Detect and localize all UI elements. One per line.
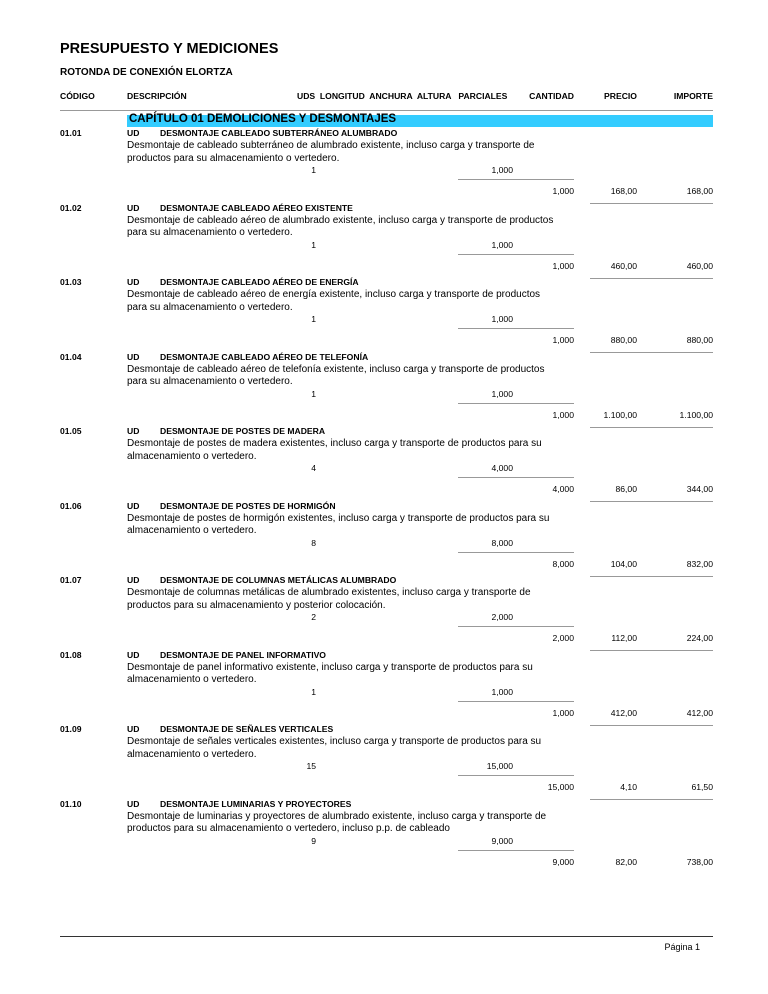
- item-description: Desmontaje de cableado aéreo de energía existente, incluso carga y transporte de productos para su almacenamiento o vertedero.: [127, 289, 541, 313]
- item-amount: 344,00: [686, 484, 713, 494]
- item-amount: 460,00: [686, 260, 713, 271]
- item-description: Desmontaje de señales verticales existentes, incluso carga y transporte de productos para su almacenamiento o vertedero.: [127, 736, 542, 760]
- item-parcial: 4,000: [491, 463, 513, 473]
- total-rule: [590, 799, 713, 800]
- item-description: Desmontaje de postes de madera existentes, incluso carga y transporte de productos para su almacenamiento o vertedero.: [127, 438, 542, 462]
- item-price: 86,00: [615, 484, 637, 494]
- item-name: DESMONTAJE CABLEADO AÉREO DE ENERGÍA: [160, 277, 359, 287]
- item-quantity: 2,000: [552, 633, 574, 643]
- item-quantity: 9,000: [552, 856, 574, 867]
- item-price: 82,00: [615, 856, 637, 867]
- item-description: Desmontaje de cableado aéreo de alumbrado existente, incluso carga y transporte de productos para su almacenamiento o vertedero.: [127, 214, 554, 238]
- item-parcial: 9,000: [491, 835, 513, 846]
- item-parcial: 15,000: [486, 761, 513, 771]
- header-amount: IMPORTE: [673, 91, 713, 101]
- item-parcial: 1,000: [491, 239, 513, 250]
- item-code: 01.04: [60, 351, 82, 362]
- total-rule: [590, 427, 713, 428]
- item-code: 01.10: [60, 798, 82, 809]
- partial-rule: [458, 477, 574, 478]
- item-quantity: 1,000: [552, 335, 574, 345]
- item-name: DESMONTAJE CABLEADO AÉREO DE TELEFONÍA: [160, 351, 369, 362]
- item-name: DESMONTAJE CABLEADO SUBTERRÁNEO ALUMBRADO: [160, 128, 398, 138]
- item-description: Desmontaje de cableado aéreo de telefonía existente, incluso carga y transporte de productos para su almacenamiento o vertedero.: [127, 363, 545, 387]
- item-parcial: 8,000: [491, 537, 513, 548]
- header-description: DESCRIPCIÓN: [127, 91, 187, 101]
- item-code: 01.06: [60, 500, 82, 511]
- item-quantity: 8,000: [552, 558, 574, 569]
- partial-rule: [458, 850, 574, 851]
- item-code: 01.09: [60, 724, 82, 734]
- total-rule: [590, 725, 713, 726]
- page-number: Página 1: [664, 942, 700, 952]
- item-unit: UD: [127, 128, 140, 138]
- item-code: 01.01: [60, 128, 82, 138]
- partial-rule: [458, 552, 574, 553]
- item-name: DESMONTAJE CABLEADO AÉREO EXISTENTE: [160, 202, 353, 213]
- item-price: 104,00: [610, 558, 637, 569]
- item-price: 1.100,00: [603, 409, 637, 420]
- item-code: 01.08: [60, 649, 82, 660]
- footer-divider: [60, 936, 713, 937]
- item-uds: 1: [311, 239, 316, 250]
- item-price: 4,10: [620, 782, 637, 792]
- item-description: Desmontaje de cableado subterráneo de alumbrado existente, incluso carga y transporte de productos para su almacenamiento o vertedero.: [127, 140, 535, 164]
- item-uds: 4: [311, 463, 316, 473]
- total-rule: [590, 352, 713, 353]
- item-unit: UD: [127, 724, 140, 734]
- item-uds: 8: [311, 537, 316, 548]
- item-price: 412,00: [610, 707, 637, 718]
- total-rule: [590, 576, 713, 577]
- item-name: DESMONTAJE DE PANEL INFORMATIVO: [160, 649, 326, 660]
- partial-rule: [458, 328, 574, 329]
- header-code: CÓDIGO: [60, 91, 95, 101]
- partial-rule: [458, 701, 574, 702]
- item-uds: 1: [311, 165, 316, 175]
- item-price: 880,00: [610, 335, 637, 345]
- page-title: PRESUPUESTO Y MEDICIONES: [60, 41, 279, 57]
- item-unit: UD: [127, 202, 140, 213]
- item-uds: 9: [311, 835, 316, 846]
- partial-rule: [458, 626, 574, 627]
- item-amount: 880,00: [686, 335, 713, 345]
- item-unit: UD: [127, 500, 140, 511]
- item-amount: 224,00: [686, 633, 713, 643]
- item-description: Desmontaje de luminarias y proyectores de alumbrado existente, incluso carga y transporte de productos para su almacenamiento o vertedero, incluso p.p. de cableado: [127, 810, 547, 834]
- item-parcial: 1,000: [491, 388, 513, 399]
- item-name: DESMONTAJE DE SEÑALES VERTICALES: [160, 724, 334, 734]
- header-quantity: CANTIDAD: [529, 91, 574, 101]
- item-code: 01.05: [60, 426, 82, 436]
- partial-rule: [458, 403, 574, 404]
- item-quantity: 1,000: [552, 707, 574, 718]
- item-code: 01.03: [60, 277, 82, 287]
- header-price: PRECIO: [604, 91, 637, 101]
- item-name: DESMONTAJE DE POSTES DE MADERA: [160, 426, 326, 436]
- item-code: 01.02: [60, 202, 82, 213]
- item-uds: 15: [306, 761, 316, 771]
- item-amount: 738,00: [686, 856, 713, 867]
- item-unit: UD: [127, 649, 140, 660]
- item-uds: 1: [311, 388, 316, 399]
- item-amount: 1.100,00: [679, 409, 713, 420]
- header-divider: [60, 110, 713, 111]
- item-price: 168,00: [610, 186, 637, 196]
- total-rule: [590, 501, 713, 502]
- item-quantity: 4,000: [552, 484, 574, 494]
- item-amount: 168,00: [686, 186, 713, 196]
- chapter-title: CAPÍTULO 01 DEMOLICIONES Y DESMONTAJES: [129, 113, 397, 125]
- item-parcial: 1,000: [491, 686, 513, 697]
- item-parcial: 1,000: [491, 165, 513, 175]
- item-uds: 2: [311, 612, 316, 622]
- item-quantity: 1,000: [552, 186, 574, 196]
- item-name: DESMONTAJE DE COLUMNAS METÁLICAS ALUMBRADO: [160, 575, 397, 585]
- item-unit: UD: [127, 351, 140, 362]
- item-name: DESMONTAJE LUMINARIAS Y PROYECTORES: [160, 798, 352, 809]
- item-unit: UD: [127, 277, 140, 287]
- partial-rule: [458, 254, 574, 255]
- item-unit: UD: [127, 426, 140, 436]
- item-price: 460,00: [610, 260, 637, 271]
- item-parcial: 1,000: [491, 314, 513, 324]
- total-rule: [590, 278, 713, 279]
- item-price: 112,00: [611, 633, 637, 643]
- item-quantity: 1,000: [552, 260, 574, 271]
- partial-rule: [458, 775, 574, 776]
- item-amount: 412,00: [686, 707, 713, 718]
- item-quantity: 15,000: [547, 782, 574, 792]
- header-measures: UDS LONGITUD ANCHURA ALTURA PARCIALES: [297, 91, 508, 101]
- item-name: DESMONTAJE DE POSTES DE HORMIGÓN: [160, 500, 336, 511]
- item-quantity: 1,000: [552, 409, 574, 420]
- item-parcial: 2,000: [491, 612, 513, 622]
- item-uds: 1: [311, 686, 316, 697]
- partial-rule: [458, 179, 574, 180]
- project-name: ROTONDA DE CONEXIÓN ELORTZA: [60, 67, 233, 78]
- item-description: Desmontaje de columnas metálicas de alumbrado existentes, incluso carga y transporte de productos para su almacenamiento y posterior colocación.: [127, 587, 531, 611]
- item-code: 01.07: [60, 575, 82, 585]
- item-amount: 61,50: [691, 782, 713, 792]
- item-unit: UD: [127, 575, 140, 585]
- item-unit: UD: [127, 798, 140, 809]
- item-amount: 832,00: [686, 558, 713, 569]
- total-rule: [590, 203, 713, 204]
- item-uds: 1: [311, 314, 316, 324]
- item-description: Desmontaje de postes de hormigón existentes, incluso carga y transporte de productos para su almacenamiento o vertedero.: [127, 512, 550, 536]
- item-description: Desmontaje de panel informativo existente, incluso carga y transporte de productos para su almacenamiento o vertedero.: [127, 661, 533, 685]
- total-rule: [590, 650, 713, 651]
